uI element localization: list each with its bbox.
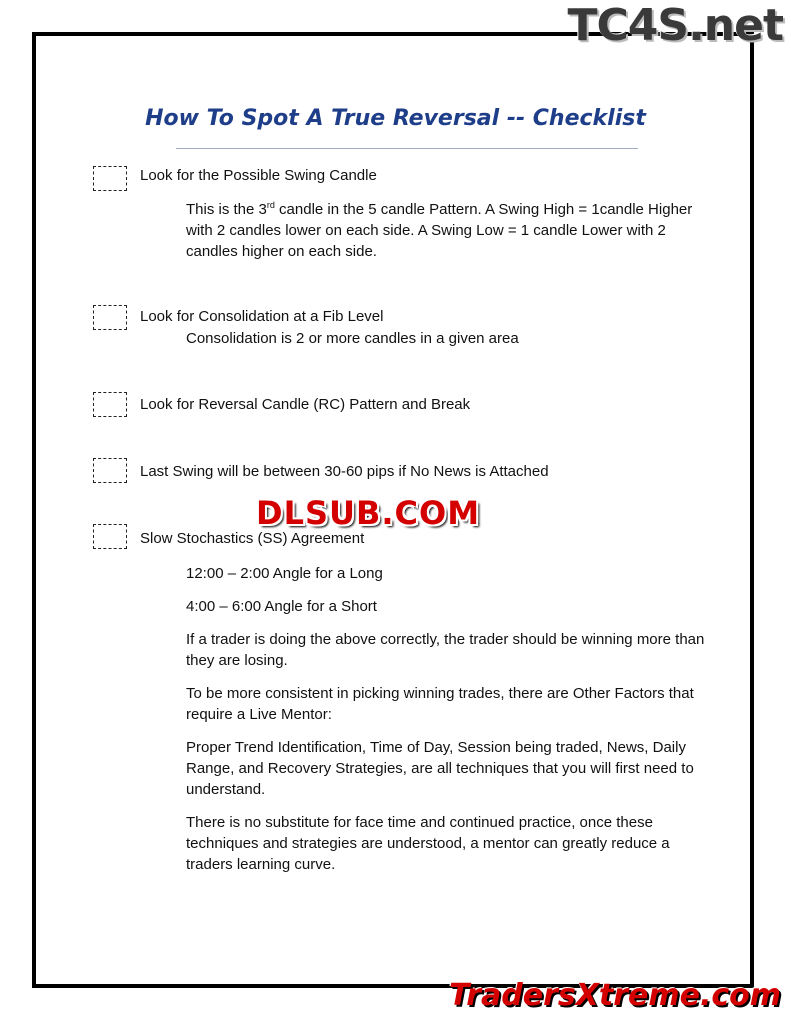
angle-long-text: 12:00 – 2:00 Angle for a Long xyxy=(186,565,383,582)
watermark-bottom: TradersXtreme.com xyxy=(449,978,781,1013)
watermark-top: TC4S.net xyxy=(567,0,783,51)
angle-short-text: 4:00 – 6:00 Angle for a Short xyxy=(186,598,377,615)
mentor-paragraph: To be more consistent in picking winning trades, there are Other Factors that require a Live Mentor: xyxy=(186,685,694,723)
checkbox-consolidation[interactable] xyxy=(93,305,127,330)
swing-candle-description: This is the 3rd candle in the 5 candle Pattern. A Swing High = 1candle Higher with 2 candles lower on each side. A Swing Low = 1 candle Lower with 2 candles higher on each side. xyxy=(186,200,693,260)
techniques-paragraph: Proper Trend Identification, Time of Day, Session being traded, News, Daily Range, and Recovery Strategies, are all techniques that you will first need to understand. xyxy=(186,739,694,798)
item-label-reversal-candle: Look for Reversal Candle (RC) Pattern and Break xyxy=(140,396,471,413)
checkbox-slow-stochastics[interactable] xyxy=(93,524,127,549)
winning-paragraph: If a trader is doing the above correctly, the trader should be winning more than they are losing. xyxy=(186,631,705,669)
watermark-middle: DLSUB.COM xyxy=(256,494,481,532)
consolidation-description: Consolidation is 2 or more candles in a given area xyxy=(186,330,519,347)
page-title: How To Spot A True Reversal -- Checklist xyxy=(145,106,646,131)
item-label-swing-candle: Look for the Possible Swing Candle xyxy=(140,167,377,184)
checkbox-last-swing[interactable] xyxy=(93,458,127,483)
checkbox-swing-candle[interactable] xyxy=(93,166,127,191)
practice-paragraph: There is no substitute for face time and continued practice, once these techniques and strategies are understood, a mentor can greatly reduce a traders learning curve. xyxy=(186,814,670,873)
checkbox-reversal-candle[interactable] xyxy=(93,392,127,417)
item-label-consolidation: Look for Consolidation at a Fib Level xyxy=(140,308,384,325)
title-underline xyxy=(176,148,638,149)
item-label-slow-stochastics: Slow Stochastics (SS) Agreement xyxy=(140,530,365,547)
item-label-last-swing: Last Swing will be between 30-60 pips if No News is Attached xyxy=(140,463,549,480)
